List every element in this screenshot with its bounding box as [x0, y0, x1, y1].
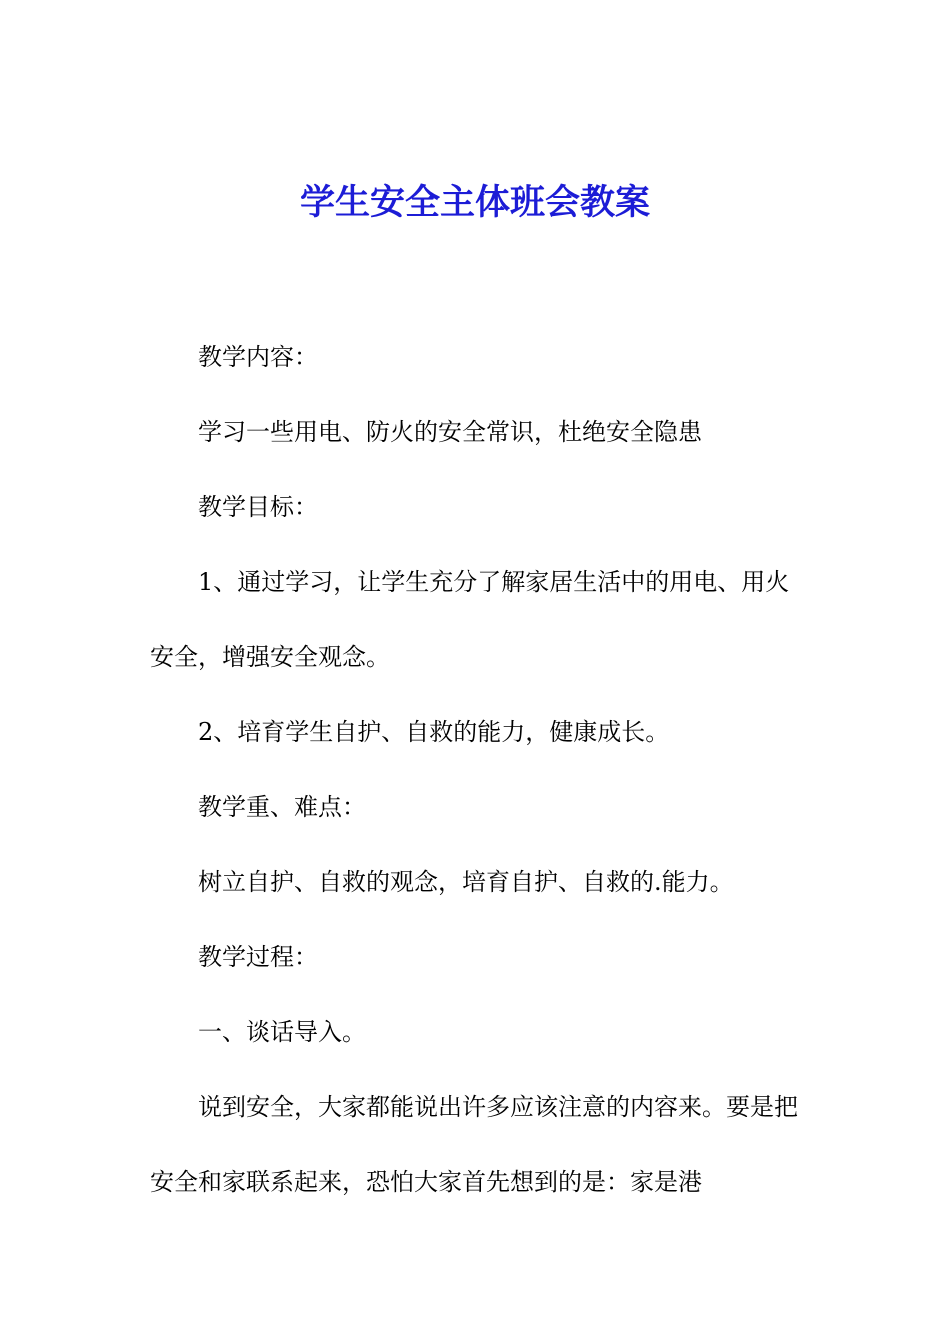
paragraph-key-points-heading: 教学重、难点： [198, 793, 366, 821]
paragraph-goal-1: 1、通过学习，让学生充分了解家居生活中的用电、用火安全，增强安全观念。 [150, 568, 790, 671]
paragraph-key-points: 树立自护、自救的观念，培育自护、自救的.能力。 [198, 868, 734, 896]
document-body [150, 320, 805, 1220]
paragraph-section-1-text: 说到安全，大家都能说出许多应该注意的内容来。要是把安全和家联系起来，恐怕大家首先想到的是：家是港 [150, 1093, 798, 1196]
paragraph-teaching-process-heading: 教学过程： [198, 943, 318, 971]
paragraph-teaching-goals-heading: 教学目标： [198, 493, 318, 521]
paragraph-section-1-heading: 一、谈话导入。 [198, 1018, 366, 1046]
paragraph-goal-2: 2、培育学生自护、自救的能力，健康成长。 [198, 718, 670, 746]
paragraph-teaching-content: 学习一些用电、防火的安全常识，杜绝安全隐患 [198, 418, 702, 446]
paragraph-teaching-content-heading: 教学内容： [198, 343, 318, 371]
document-title: 学生安全主体班会教案 [299, 183, 650, 223]
